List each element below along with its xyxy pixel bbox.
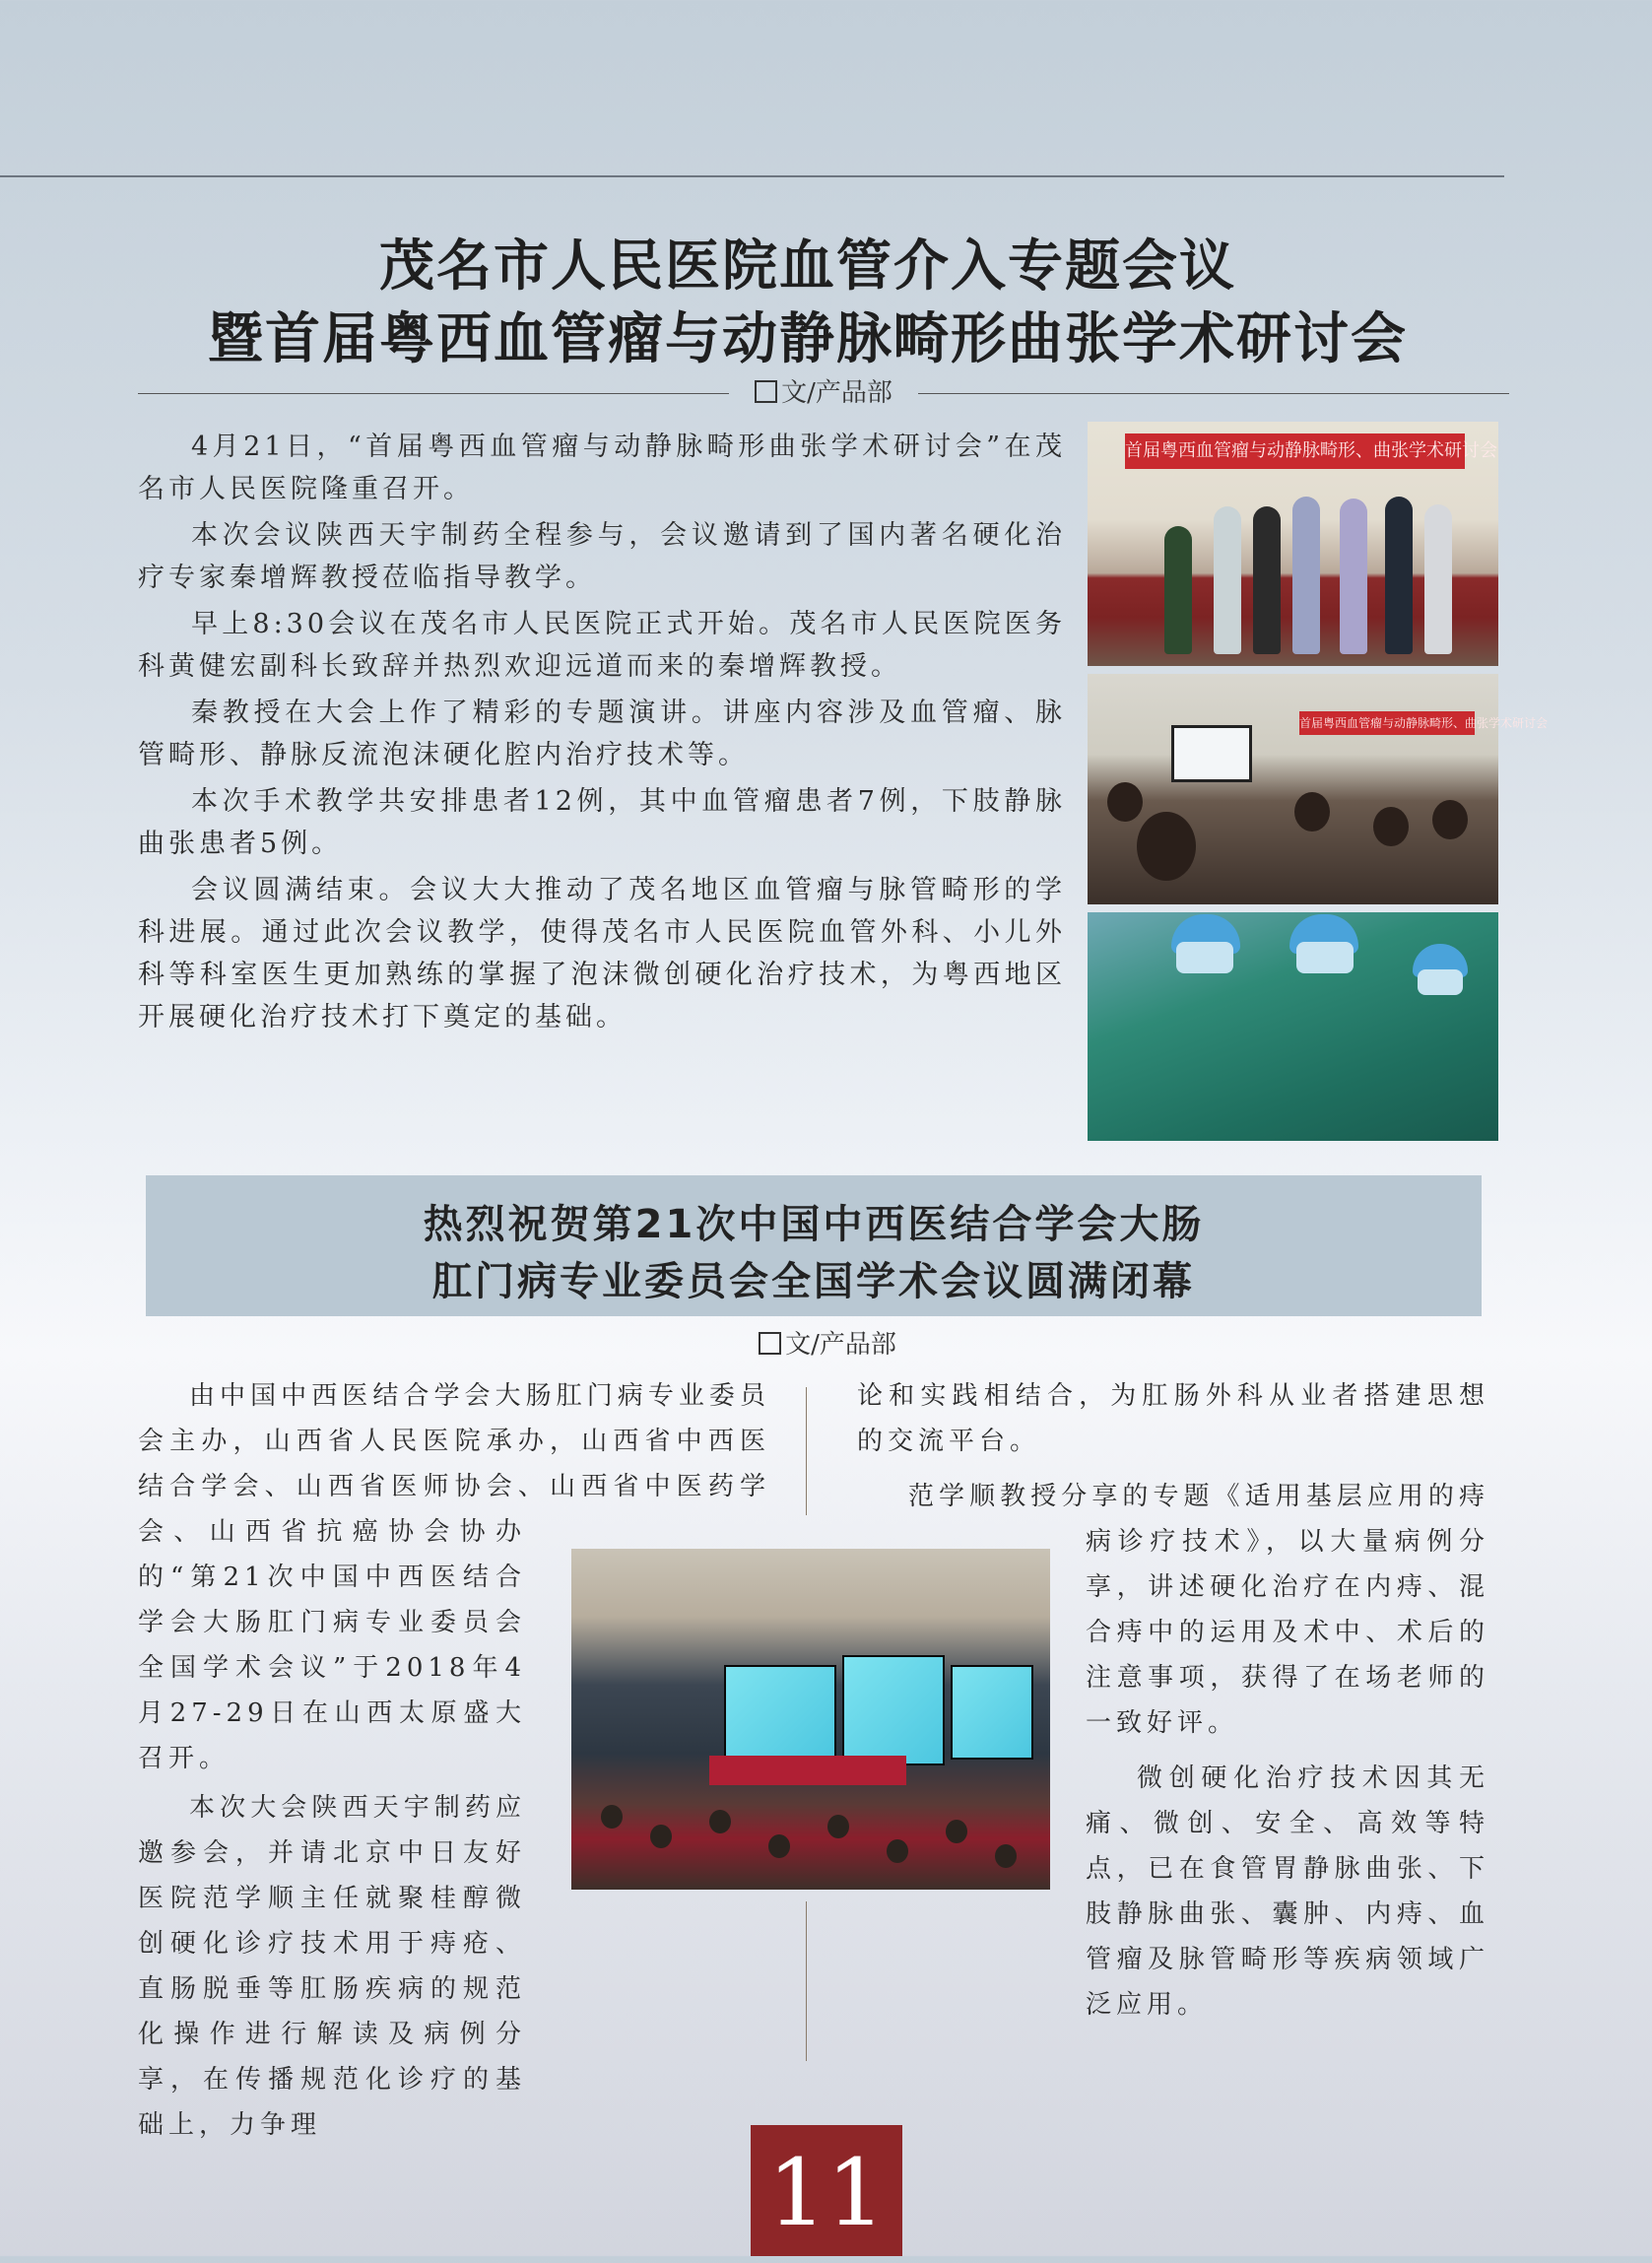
surgical-mask [1296,942,1354,973]
audience-head [601,1805,623,1829]
audience-head [1137,812,1196,881]
byline-rule-right [918,393,1509,394]
audience-head [1107,782,1143,822]
photo-banner: 首届粤西血管瘤与动静脉畸形、曲张学术研讨会 [1125,433,1465,469]
page-number: 11 [751,2125,902,2256]
article2-title-banner [146,1175,1482,1316]
surgical-mask [1176,942,1233,973]
square-icon [759,1332,781,1355]
article1-byline-row [138,376,1509,410]
header-rule [0,175,1504,177]
article2-paragraph: 论和实践相结合，为肛肠外科从业者搭建思想的交流平台。 [857,1381,1489,1456]
audience-head [995,1844,1017,1868]
column-divider [806,1901,807,2061]
article1-paragraph: 会议圆满结束。会议大大推动了茂名地区血管瘤与脉管畸形的学科进展。通过此次会议教学，使得茂名市人民医院血管外科、小儿外科等科室医生更加熟练的掌握了泡沫微创硬化治疗技术，为粤西地区开展硬化治疗技术打下奠定的基础。 [138,875,1066,1032]
article2-paragraph: 微创硬化治疗技术因其无痛、微创、安全、高效等特点，已在食管胃静脉曲张、下肢静脉曲张、囊肿、内痔、血管瘤及脉管畸形等疾病领域广泛应用。 [1086,1764,1489,2020]
presentation-screen [842,1655,945,1765]
article2-paragraph: 本次大会陕西天宇制药应邀参会，并请北京中日友好医院范学顺主任就聚桂醇微创硬化诊疗技术用于痔疮、直肠脱垂等肛肠疾病的规范化操作进行解读及病例分享，在传播规范化诊疗的基础上，力争理 [138,1793,526,2140]
audience-head [1373,807,1409,846]
audience-head [768,1834,790,1858]
article2-title-line2: 肛门病专业委员会全国学术会议圆满闭幕 [432,1259,1195,1304]
projector-screen [1171,725,1252,782]
audience-head [887,1839,908,1863]
presentation-screen [951,1665,1033,1760]
person [1292,497,1320,654]
audience-head [1432,800,1468,839]
article1-paragraph: 本次会议陕西天宇制药全程参与，会议邀请到了国内著名硬化治疗专家秦增辉教授莅临指导教学。 [138,520,1066,593]
square-icon [755,380,777,403]
article1-paragraph: 4月21日，“首届粤西血管瘤与动静脉畸形曲张学术研讨会”在茂名市人民医院隆重召开。 [138,432,1066,504]
article1-byline-text: 文/产品部 [781,378,892,408]
person [1214,506,1241,654]
audience-head [1294,792,1330,832]
article2-paragraph: 由中国中西医结合学会大肠肛门病专业委员会主办，山西省人民医院承办，山西省中西医结合学会、山西省医师协会、山西省中医药学会、山西省抗癌协会协办的“第21次中国中西医结合学会大肠肛门病专业委员会全国学术会议”于2018年4月27-29日在山西太原盛大召开。 [138,1373,770,1781]
audience-head [650,1825,672,1848]
audience-head [709,1810,731,1833]
group-photo [1088,422,1498,666]
presentation-screen [724,1665,836,1760]
person [1340,499,1367,654]
column-divider [806,1387,807,1515]
article1-title-line1: 茂名市人民医院血管介入专题会议 [379,234,1236,299]
article1-paragraph: 早上8:30会议在茂名市人民医院正式开始。茂名市人民医院医务科黄健宏副科长致辞并热烈欢迎远道而来的秦增辉教授。 [138,609,1066,682]
photo-banner: 首届粤西血管瘤与动静脉畸形、曲张学术研讨会 [1299,711,1475,735]
article1-title-line2: 暨首届粤西血管瘤与动静脉畸形曲张学术研讨会 [208,307,1408,371]
surgery-photo [1088,912,1498,1141]
conference-hall-photo [571,1549,1050,1890]
article2-byline-text: 文/产品部 [785,1330,896,1360]
article2-title-line1: 热烈祝贺第21次中国中西医结合学会大肠 [423,1202,1205,1247]
stage [709,1756,906,1785]
article2-paragraph: 范学顺教授分享的专题《适用基层应用的痔病诊疗技术》，以大量病例分享，讲述硬化治疗在内痔、混合痔中的运用及术中、术后的注意事项，获得了在场老师的一致好评。 [857,1474,1489,1746]
audience-head [946,1820,967,1843]
person [1164,526,1192,654]
article1-paragraph: 本次手术教学共安排患者12例，其中血管瘤患者7例，下肢静脉曲张患者5例。 [138,786,1066,859]
article1-paragraph: 秦教授在大会上作了精彩的专题演讲。讲座内容涉及血管瘤、脉管畸形、静脉反流泡沫硬化腔内治疗技术等。 [138,698,1066,770]
audience-head [827,1815,849,1838]
person [1424,504,1452,654]
article1-body [138,426,1066,1042]
article2-byline [690,1328,965,1362]
surgical-mask [1418,969,1463,995]
person [1385,497,1413,654]
lecture-hall-photo [1088,674,1549,904]
byline-rule-left [138,393,729,394]
person [1253,506,1281,654]
article1-byline [729,376,918,410]
